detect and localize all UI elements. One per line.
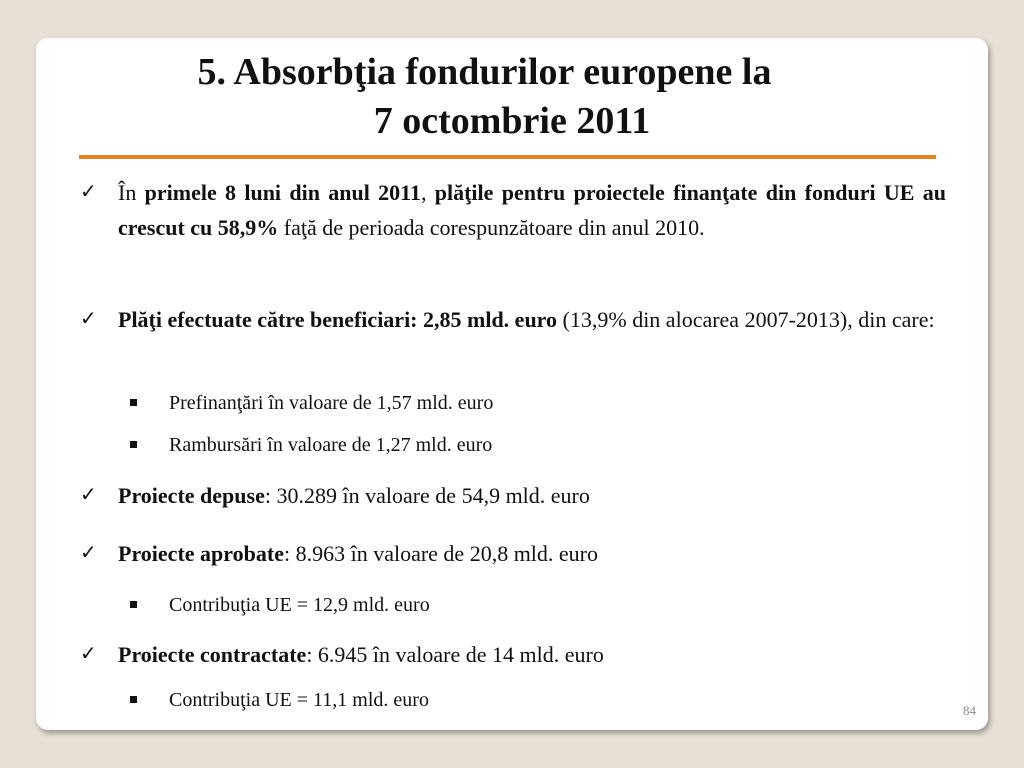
bullet-projects-submitted: [80, 478, 946, 514]
bullet-text: [118, 302, 946, 337]
text-segment: : 8.963 în valoare de 20,8 mld. euro: [283, 541, 599, 566]
sub-bullet-eu-contribution-approved: [130, 591, 930, 619]
bold-segment: Plăţi efectuate către beneficiari: 2,85 mld. euro: [118, 307, 558, 332]
bullet-projects-contracted: [80, 637, 946, 673]
square-bullet-icon: [130, 601, 137, 608]
sub-bullet-text: Contribuţia UE = 11,1 mld. euro: [169, 689, 429, 711]
checkmark-icon: ✓: [80, 308, 97, 330]
checkmark-icon: ✓: [80, 484, 97, 506]
sub-bullet-prefinancing: [130, 389, 930, 417]
bold-segment: Proiecte contractate: [118, 642, 307, 667]
checkmark-icon: ✓: [80, 643, 97, 665]
bullet-text: [118, 478, 946, 513]
checkmark-icon: ✓: [80, 542, 97, 564]
slide-title: [36, 48, 988, 146]
sub-bullet-eu-contribution-contracted: [130, 686, 930, 714]
text-segment: (13,9% din alocarea 2007-2013), din care:: [562, 307, 935, 332]
sub-bullet-reimbursements: [130, 431, 930, 459]
title-line-1: 5. Absorbţia fondurilor europene la: [197, 51, 772, 93]
bullet-payments-growth: [80, 175, 946, 283]
bullet-text: [118, 175, 946, 245]
bullet-text: [118, 536, 946, 571]
sub-bullet-text: Rambursări în valoare de 1,27 mld. euro: [169, 434, 493, 456]
title-divider: [79, 155, 936, 159]
sub-bullet-text: Prefinanţări în valoare de 1,57 mld. euro: [169, 392, 494, 414]
sub-bullet-text: Contribuţia UE = 12,9 mld. euro: [169, 594, 430, 616]
checkmark-icon: ✓: [80, 181, 97, 203]
bullet-payments-beneficiaries: [80, 302, 946, 374]
bullet-projects-approved: [80, 536, 946, 572]
bold-segment: primele 8 luni din anul 2011: [144, 180, 421, 205]
page-number: 84: [963, 703, 976, 718]
square-bullet-icon: [130, 399, 137, 406]
bold-segment: Proiecte aprobate: [118, 541, 284, 566]
text-segment: În: [118, 180, 137, 205]
bold-segment: Proiecte depuse: [118, 483, 265, 508]
text-segment: : 30.289 în valoare de 54,9 mld. euro: [264, 483, 590, 508]
bold-segment: plăţile pentru proiectele finanţate din fonduri UE au crescut cu 58,9%: [118, 180, 946, 240]
square-bullet-icon: [130, 696, 137, 703]
text-segment: : 6.945 în valoare de 14 mld. euro: [306, 642, 604, 667]
title-line-2: 7 octombrie 2011: [373, 100, 651, 142]
text-segment: ,: [420, 180, 427, 205]
square-bullet-icon: [130, 441, 137, 448]
text-segment: faţă de perioada corespunzătoare din anul 2010.: [283, 215, 705, 240]
bullet-text: [118, 637, 946, 672]
